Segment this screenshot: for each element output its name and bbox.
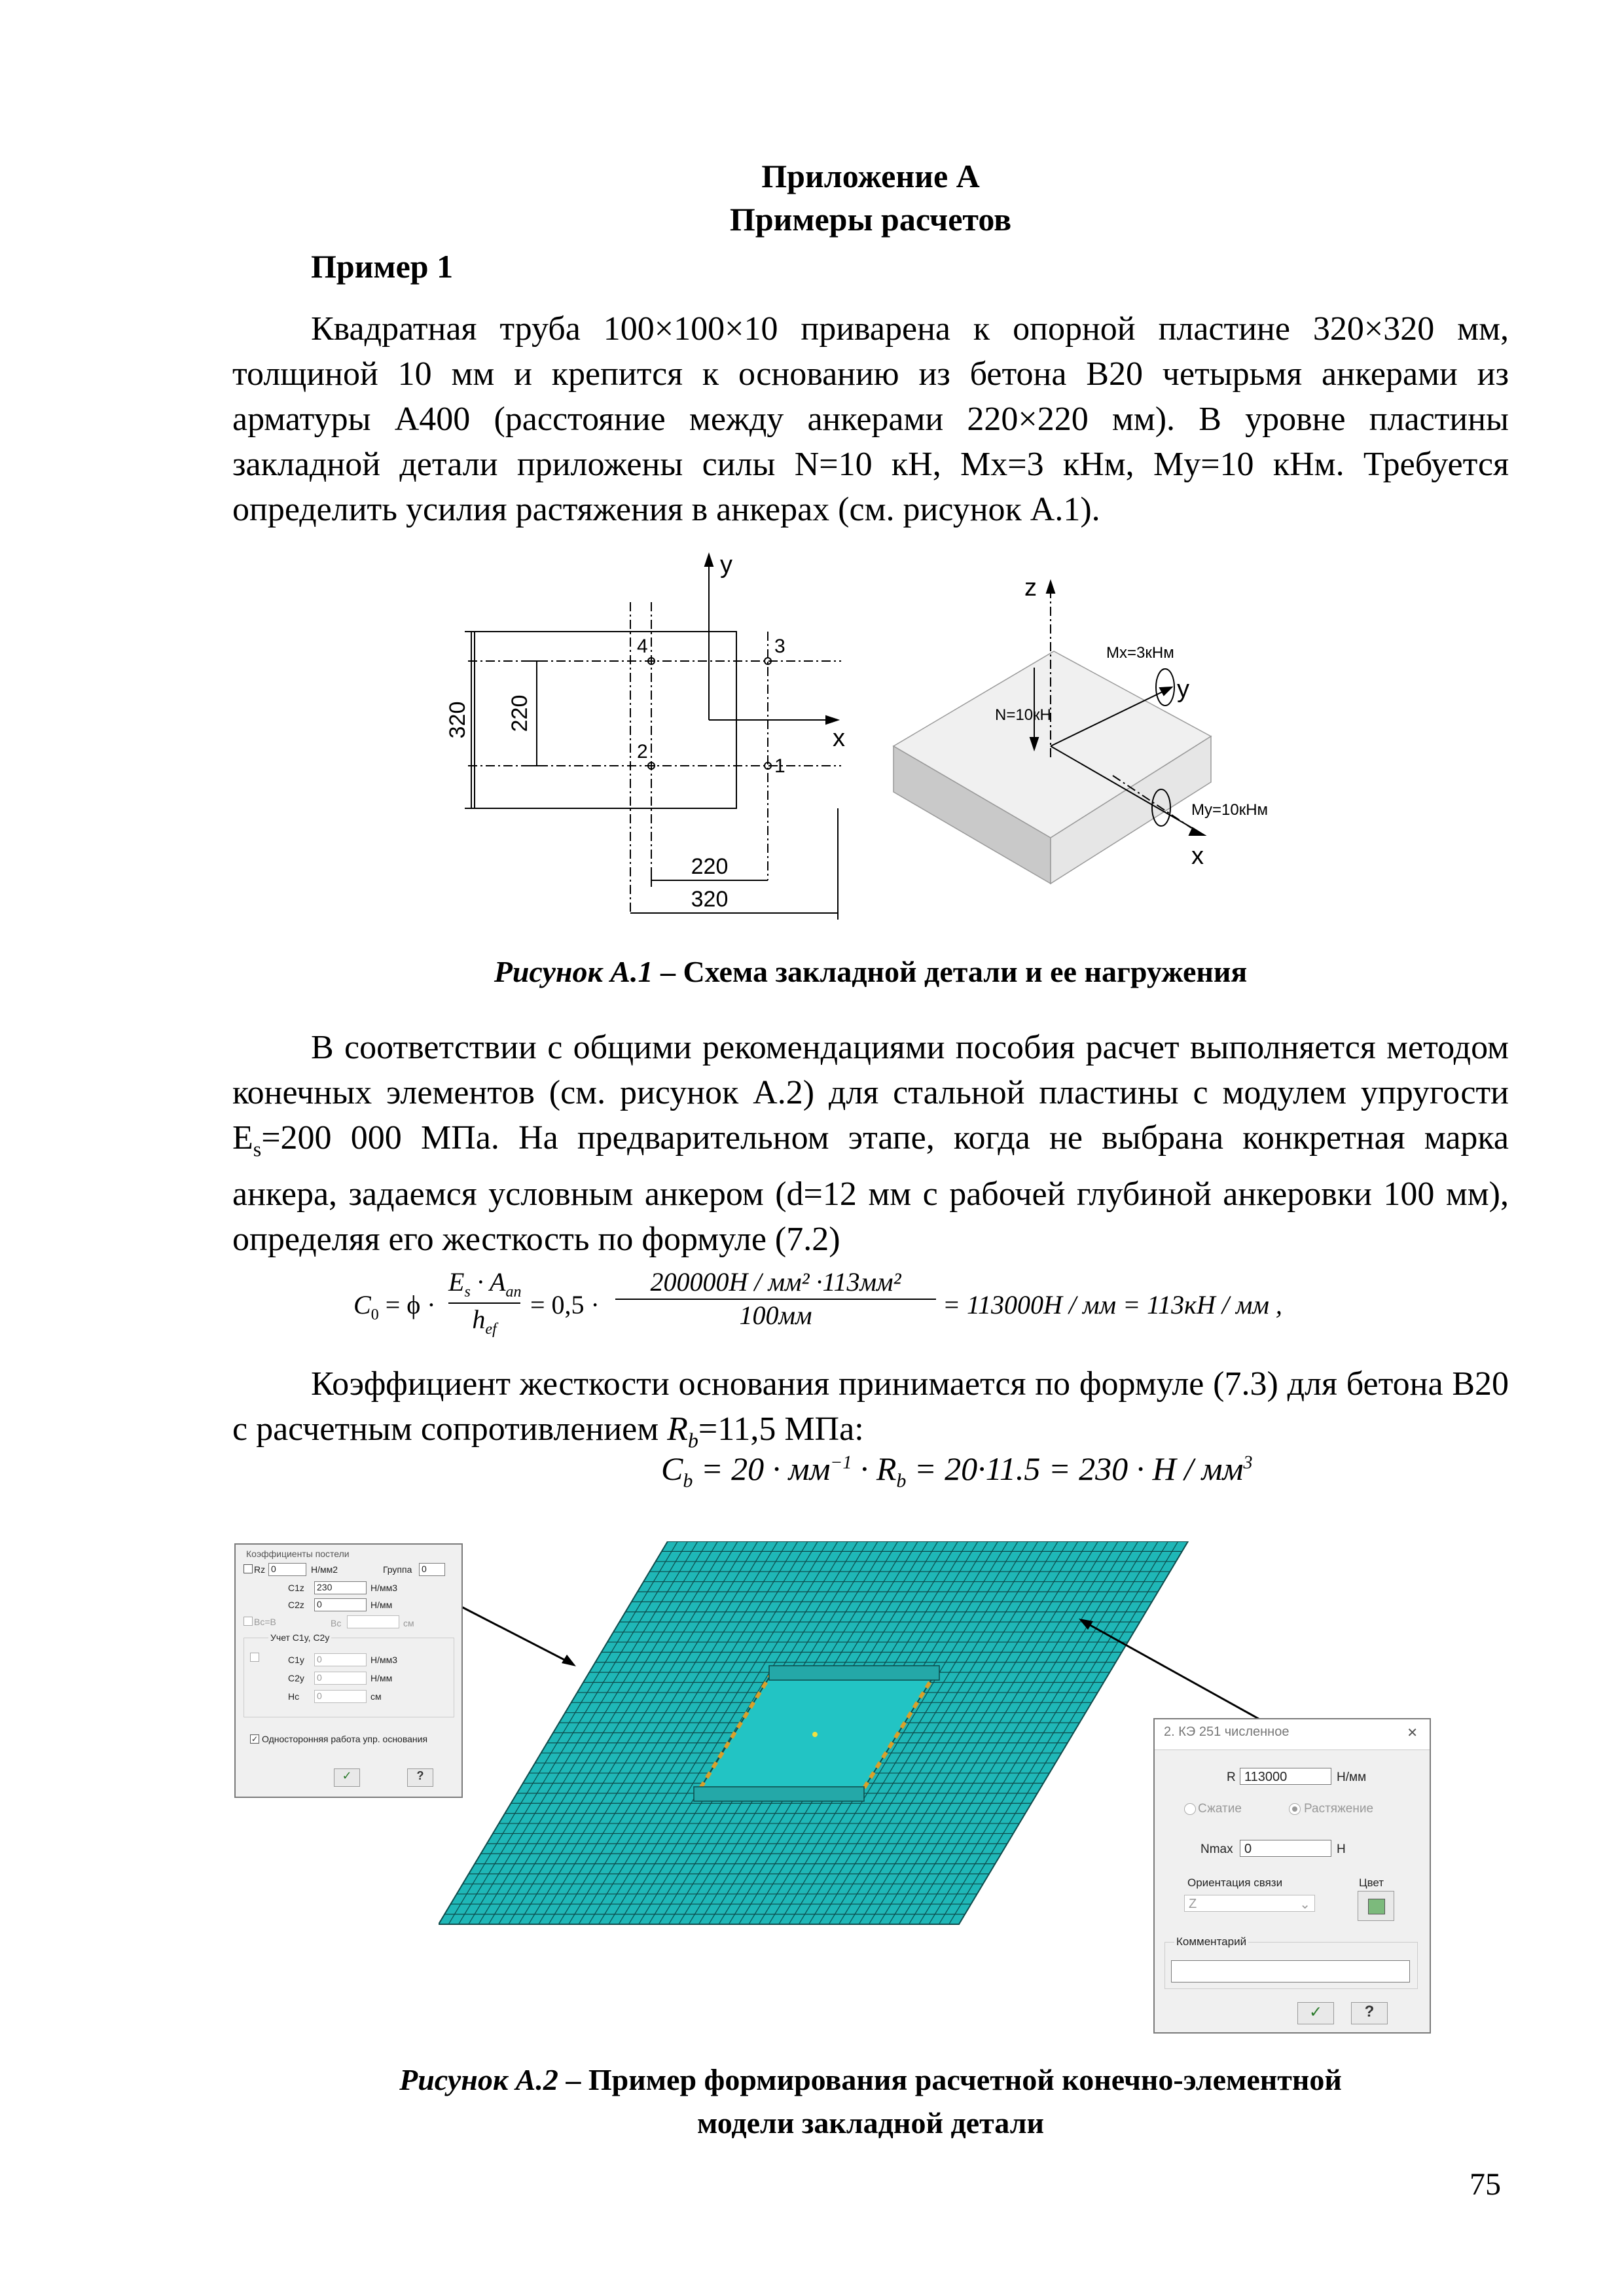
orientation-label: Ориентация связи: [1187, 1876, 1283, 1889]
f2-d-sup: 3: [1243, 1452, 1253, 1473]
nmax-input[interactable]: 0: [1240, 1840, 1331, 1857]
iso-y-label: y: [1177, 675, 1189, 703]
c2y-label: C2y: [288, 1673, 304, 1683]
bc-unit: см: [403, 1618, 414, 1628]
tension-radio[interactable]: [1289, 1803, 1301, 1815]
dim-220-horizontal: 220: [691, 854, 729, 879]
f1-den1-sub: ef: [485, 1321, 497, 1338]
color-picker-button[interactable]: [1358, 1891, 1394, 1921]
c2z-label: C2z: [288, 1600, 304, 1610]
chevron-down-icon: ⌄: [1299, 1897, 1310, 1912]
nmax-unit: H: [1337, 1842, 1346, 1856]
f1-num1-sub: s: [464, 1283, 471, 1300]
f1-rhs: = 113000H / мм = 113кH / мм ,: [943, 1290, 1282, 1319]
tension-label: Растяжение: [1304, 1802, 1374, 1816]
hc-label: Hc: [288, 1691, 300, 1702]
r-label: R: [1227, 1770, 1236, 1784]
figure-2-caption-prefix: Рисунок А.2: [399, 2063, 558, 2096]
fe251-ok-button[interactable]: ✓: [1297, 2002, 1334, 2024]
iso-z-label: z: [1024, 576, 1037, 601]
nmax-label: Nmax: [1200, 1842, 1233, 1856]
f1-frac2: [615, 1266, 936, 1331]
paragraph-2-part-b: =200 000 МПа. На предварительном этапе, когда не выбрана конкретная марка анкера, задаемся условным анкером (d=12 мм с рабочей глубиной анкеровки 100 мм), определяя его жесткость по формуле (7.2): [232, 1119, 1509, 1259]
fe251-dialog-title: [1155, 1719, 1430, 1750]
bc2-label: Bc: [331, 1618, 342, 1628]
oneside-checkbox[interactable]: ✓: [251, 1734, 259, 1744]
r-unit: H/мм: [1337, 1770, 1367, 1784]
mx-label: Mx=3кНм: [1106, 644, 1174, 662]
paragraph-3-rsub: b: [687, 1428, 698, 1452]
page-number: 75: [1470, 2167, 1501, 2202]
c1y-checkbox[interactable]: [250, 1653, 259, 1662]
r-input[interactable]: 113000: [1240, 1768, 1331, 1785]
bedding-help-button[interactable]: ?: [407, 1768, 433, 1787]
rz-unit: H/мм2: [311, 1564, 338, 1575]
f1-eq1: = ϕ ·: [378, 1290, 436, 1319]
anchor-4-label: 4: [637, 636, 648, 657]
compress-radio[interactable]: [1184, 1803, 1196, 1815]
my-label: My=10кНм: [1191, 801, 1269, 819]
fe251-dialog-title-text: 2. КЭ 251 численное: [1164, 1725, 1290, 1739]
f1-lhs-sub: 0: [370, 1306, 379, 1323]
bc-input[interactable]: [347, 1615, 399, 1628]
bedding-dialog-title: Коэффициенты постели: [246, 1549, 350, 1559]
f2-a: C: [661, 1450, 683, 1487]
c1z-input[interactable]: 230: [314, 1581, 367, 1594]
comment-label: Комментарий: [1174, 1935, 1248, 1948]
f1-lhs: C: [353, 1290, 371, 1319]
z-axis-arrow: [1047, 581, 1055, 593]
f2-b: = 20 · мм: [693, 1450, 831, 1487]
y-axis-arrow: [705, 554, 713, 566]
c2y-input[interactable]: 0: [314, 1672, 367, 1685]
f1-num1-dot: · A: [470, 1267, 506, 1297]
figure-2-caption-line-2: модели закладной детали: [696, 2106, 1045, 2140]
c1y-group-title: Учет C1y, C2y: [268, 1632, 331, 1643]
paragraph-2-part-a: В соответствии с общими рекомендациями пособия расчет выполняется методом конечных элементов (см. рисунок А.2) для стальной пластины с модулем упругости E: [232, 1029, 1509, 1157]
compress-label: Сжатие: [1198, 1802, 1242, 1816]
bc-label: Bc=B: [254, 1617, 276, 1627]
plan-y-label: y: [720, 551, 732, 579]
c1z-unit: H/мм3: [370, 1583, 398, 1593]
comment-input[interactable]: [1171, 1960, 1410, 1982]
paragraph-2: [232, 1025, 1509, 1262]
c1y-label: C1y: [288, 1655, 304, 1665]
example-title: Пример 1: [311, 248, 454, 285]
orientation-select-value: Z: [1189, 1897, 1197, 1911]
n-force-label: N=10кН: [995, 706, 1051, 724]
f2-b-sup: −1: [830, 1452, 852, 1473]
f2-d: = 20·11.5 = 230 · H / мм: [906, 1450, 1244, 1487]
paragraph-3: [232, 1361, 1509, 1463]
dim-320-horizontal: 320: [691, 887, 729, 912]
appendix-subtitle: Примеры расчетов: [729, 201, 1012, 238]
fe251-dialog: [1153, 1718, 1431, 2034]
f1-den2: 100мм: [739, 1300, 812, 1330]
figure-1-plan: [445, 547, 864, 923]
oneside-label: Односторонняя работа упр. основания: [262, 1734, 428, 1744]
c2y-unit: H/мм: [370, 1673, 393, 1683]
f1-num1-sub2: an: [505, 1283, 522, 1300]
x-axis-arrow: [826, 716, 838, 724]
figure-2-caption-text: – Пример формирования расчетной конечно-элементной: [558, 2063, 1342, 2096]
f2-a-sub: b: [683, 1470, 693, 1492]
f1-num2: 200000H / мм² ·113мм²: [615, 1266, 936, 1300]
figure-2-caption: [232, 2058, 1509, 2145]
paragraph-3-r: R: [667, 1410, 688, 1448]
c1y-unit: H/мм3: [370, 1655, 398, 1665]
color-swatch: [1368, 1899, 1385, 1914]
paragraph-1: Квадратная труба 100×100×10 приварена к опорной пластине 320×320 мм, толщиной 10 мм и крепится к основанию из бетона В20 четырьмя анкерами из арматуры А400 (расстояние между анкерами 220×220 мм). В уровне пластины закладной детали приложены силы N=10 кН, Mx=3 кНм, My=10 кНм. Требуется определить усилия растяжения в анкерах (см. рисунок А.1).: [232, 310, 1509, 528]
paragraph-3-part-b: =11,5 МПа:: [698, 1410, 864, 1448]
c1z-label: C1z: [288, 1583, 304, 1593]
orientation-select[interactable]: [1184, 1895, 1315, 1912]
group-input[interactable]: 0: [419, 1563, 445, 1576]
paragraph-2-sub: s: [253, 1137, 262, 1161]
bc-checkbox[interactable]: [244, 1617, 253, 1626]
group-label: Группа: [383, 1564, 412, 1575]
figure-1-caption-prefix: Рисунок А.1: [494, 955, 653, 988]
figure-1-isometric: [884, 576, 1303, 890]
c2z-input[interactable]: 0: [314, 1598, 367, 1611]
rz-checkbox[interactable]: [244, 1564, 253, 1573]
anchor-3-label: 3: [774, 636, 785, 657]
fe-mesh-figure: [439, 1541, 1198, 1934]
plan-x-label: x: [833, 725, 845, 752]
f2-c-sub: b: [896, 1470, 907, 1492]
color-label: Цвет: [1359, 1876, 1384, 1889]
f1-mid: = 0,5 ·: [530, 1290, 600, 1319]
dim-320-vertical: 320: [445, 701, 470, 739]
c2z-unit: H/мм: [370, 1600, 393, 1610]
c1y-input[interactable]: 0: [314, 1653, 367, 1666]
f1-frac1: [448, 1266, 520, 1338]
fe251-help-button[interactable]: ?: [1351, 2002, 1388, 2024]
formula-stiffness-anchor: [353, 1266, 1401, 1352]
close-icon[interactable]: ✕: [1407, 1726, 1418, 1740]
f2-c: · R: [852, 1450, 897, 1487]
bedding-coefficients-dialog: [234, 1543, 463, 1798]
paragraph-3-part-a: Коэффициент жесткости основания принимается по формуле (7.3) для бетона В20 с расчетным сопротивлением: [232, 1365, 1509, 1448]
load-point: [812, 1732, 818, 1737]
f1-num1: E: [448, 1267, 465, 1297]
iso-x-label: x: [1191, 842, 1204, 870]
dim-220-vertical: 220: [507, 694, 532, 732]
anchor-1-label: 1: [774, 755, 785, 777]
hc-unit: см: [370, 1691, 382, 1702]
hc-input[interactable]: 0: [314, 1690, 367, 1703]
formula-base-stiffness: [661, 1450, 1252, 1492]
f1-den1: h: [472, 1304, 486, 1334]
bedding-ok-button[interactable]: ✓: [334, 1768, 360, 1787]
appendix-title: Приложение А: [761, 158, 980, 194]
anchor-2-label: 2: [637, 741, 648, 762]
rz-input[interactable]: 0: [268, 1563, 306, 1576]
figure-1-caption: [232, 954, 1509, 989]
figure-1-caption-text: – Схема закладной детали и ее нагружения: [653, 955, 1248, 988]
rz-label: Rz: [254, 1564, 266, 1575]
